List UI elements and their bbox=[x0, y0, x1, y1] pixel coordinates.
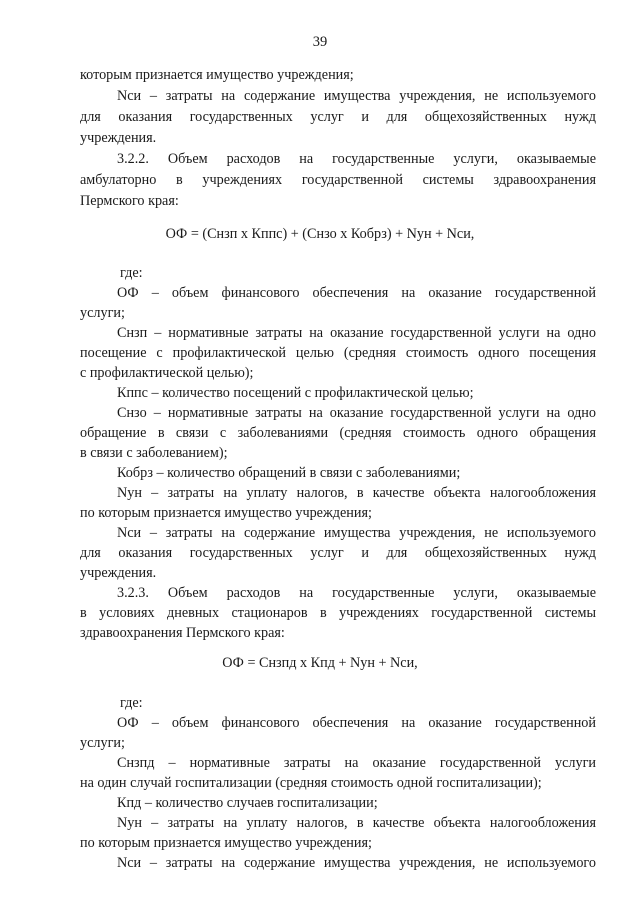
text-line: где: bbox=[120, 265, 143, 281]
text-line: ОФ – объем финансового обеспечения на оказание государственной bbox=[117, 285, 596, 301]
text-line: Nун – затраты на уплату налогов, в качестве объекта налогообложения bbox=[117, 485, 596, 501]
text-line: здравоохранения Пермского края: bbox=[80, 625, 285, 641]
formula: ОФ = (Снзп х Кппс) + (Снзо х Кобрз) + Nун + Nси, bbox=[165, 226, 475, 242]
text-line: Пермского края: bbox=[80, 193, 179, 209]
text-line: обращение в связи с заболеваниями (средняя стоимость одного обращения bbox=[80, 425, 596, 441]
text-line: Снзпд – нормативные затраты на оказание государственной услуги bbox=[117, 755, 596, 771]
text-line: в связи с заболеванием); bbox=[80, 445, 228, 461]
text-line: Nун – затраты на уплату налогов, в качестве объекта налогообложения bbox=[117, 815, 596, 831]
text-line: Кппс – количество посещений с профилактической целью; bbox=[117, 385, 474, 401]
text-line: по которым признается имущество учреждения; bbox=[80, 505, 372, 521]
text-line: с профилактической целью); bbox=[80, 365, 254, 381]
text-line: Снзо – нормативные затраты на оказание государственной услуги на одно bbox=[117, 405, 596, 421]
text-line: Nси – затраты на содержание имущества учреждения, не используемого bbox=[117, 855, 596, 871]
text-line: по которым признается имущество учреждения; bbox=[80, 835, 372, 851]
text-line: где: bbox=[120, 695, 143, 711]
text-line: 3.2.3. Объем расходов на государственные услуги, оказываемые bbox=[117, 585, 596, 601]
text-line: в условиях дневных стационаров в учреждениях государственной системы bbox=[80, 605, 596, 621]
text-line: амбулаторно в учреждениях государственной системы здравоохранения bbox=[80, 172, 596, 188]
text-line: для оказания государственных услуг и для общехозяйственных нужд bbox=[80, 109, 596, 125]
text-line: на один случай госпитализации (средняя стоимость одной госпитализации); bbox=[80, 775, 542, 791]
text-line: учреждения. bbox=[80, 130, 157, 146]
text-line: посещение с профилактической целью (средняя стоимость одного посещения bbox=[80, 345, 596, 361]
text-line: Кобрз – количество обращений в связи с заболеваниями; bbox=[117, 465, 461, 481]
text-line: Кпд – количество случаев госпитализации; bbox=[117, 795, 378, 811]
text-line: 3.2.2. Объем расходов на государственные услуги, оказываемые bbox=[117, 151, 596, 167]
text-line: учреждения. bbox=[80, 565, 157, 581]
text-line: Nси – затраты на содержание имущества учреждения, не используемого bbox=[117, 88, 596, 104]
text-line: для оказания государственных услуг и для общехозяйственных нужд bbox=[80, 545, 596, 561]
text-line: ОФ – объем финансового обеспечения на оказание государственной bbox=[117, 715, 596, 731]
text-line: услуги; bbox=[80, 735, 125, 751]
page-number: 39 bbox=[312, 34, 328, 50]
text-line: Снзп – нормативные затраты на оказание государственной услуги на одно bbox=[117, 325, 596, 341]
text-line: которым признается имущество учреждения; bbox=[80, 67, 354, 83]
text-line: Nси – затраты на содержание имущества учреждения, не используемого bbox=[117, 525, 596, 541]
formula: ОФ = Снзпд х Кпд + Nун + Nси, bbox=[222, 655, 418, 671]
text-line: услуги; bbox=[80, 305, 125, 321]
